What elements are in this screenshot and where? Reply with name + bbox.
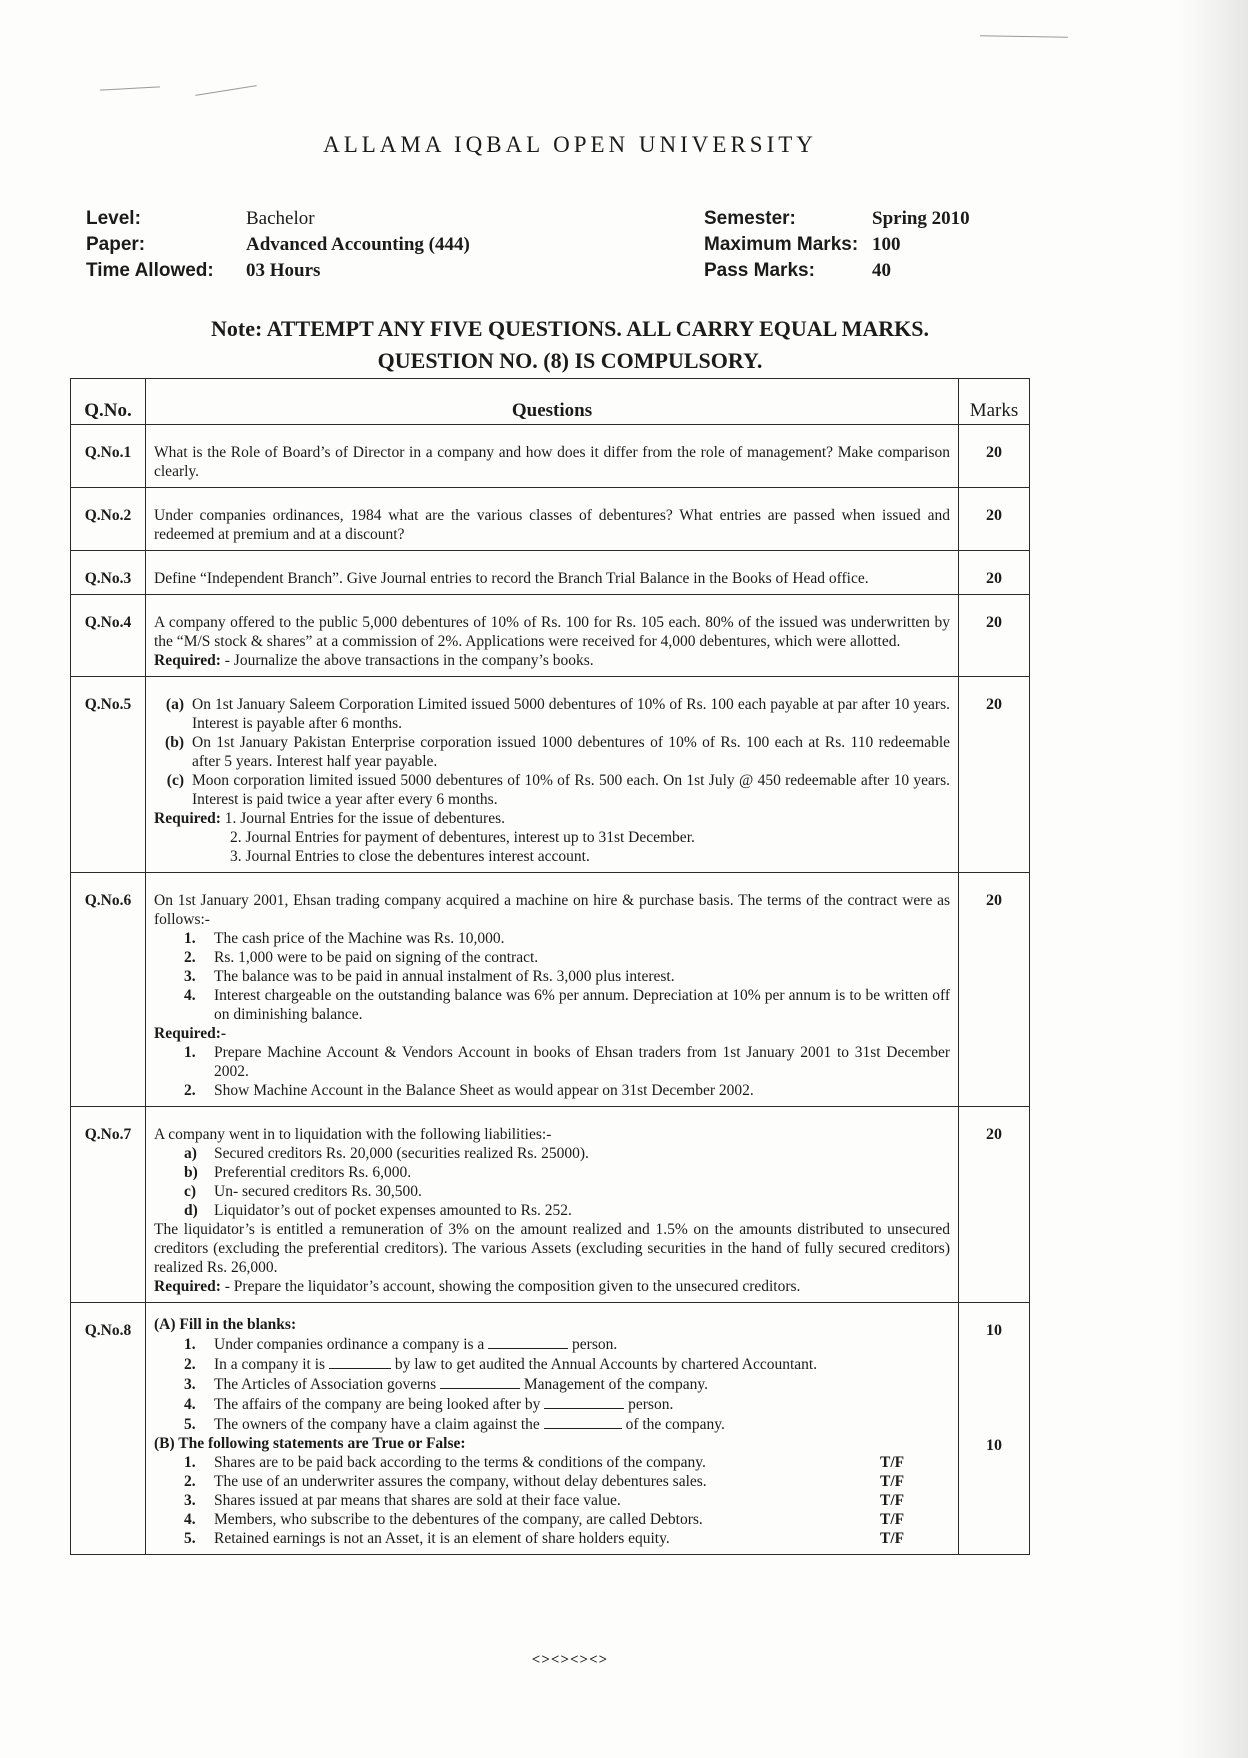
header-marks: Marks (959, 379, 1030, 425)
question-row-2 (71, 488, 1030, 551)
marks-part-a: 10 (986, 1322, 1002, 1339)
question-marks: 20 (959, 488, 1030, 551)
level-label: Level: (86, 208, 141, 229)
level-value: Bachelor (246, 208, 315, 229)
list-item: 4. Interest chargeable on the outstanding balance was 6% per annum. Depreciation at 10% per annum is to be written off on diminishing balance. (184, 987, 950, 1023)
header-questions: Questions (146, 379, 959, 425)
max-marks-value: 100 (872, 234, 901, 255)
required-item: 2. Journal Entries for payment of debentures, interest up to 31st December. (230, 829, 695, 846)
question-number: Q.No.4 (71, 595, 146, 677)
true-false-item: 2. The use of an underwriter assures the company, without delay debentures sales. T/F (154, 1472, 950, 1491)
true-false-item: 3. Shares issued at par means that shares are sold at their face value. T/F (154, 1491, 950, 1510)
header-qno: Q.No. (71, 379, 146, 425)
list-item: a) Secured creditors Rs. 20,000 (securities realized Rs. 25000). (184, 1145, 589, 1162)
question-row-3 (71, 551, 1030, 595)
true-false-item: 4. Members, who subscribe to the debentures of the company, are called Debtors. T/F (154, 1510, 950, 1529)
list-item: 2. Show Machine Account in the Balance Sheet as would appear on 31st December 2002. (184, 1082, 754, 1099)
blank-line (329, 1354, 391, 1369)
list-item: 2. Rs. 1,000 were to be paid on signing of the contract. (184, 949, 539, 966)
table-header (71, 379, 1030, 425)
required-label: Required: (154, 810, 221, 827)
fill-blank-item: 3. The Articles of Association governs Management of the company. (184, 1376, 708, 1393)
pass-marks-value: 40 (872, 260, 891, 281)
question-body (146, 1107, 959, 1303)
fill-blank-item: 1. Under companies ordinance a company is a person. (184, 1336, 618, 1353)
question-row-1 (71, 425, 1030, 488)
end-of-paper-mark: <><><><> (531, 1652, 609, 1668)
fill-blank-item: 2. In a company it is by law to get audited the Annual Accounts by chartered Accountant. (184, 1356, 818, 1373)
question-number: Q.No.1 (71, 425, 146, 488)
true-false-marker: T/F (880, 1492, 905, 1509)
question-number: Q.No.3 (71, 551, 146, 595)
exam-meta-right (704, 206, 970, 284)
university-title: ALLAMA IQBAL OPEN UNIVERSITY (323, 132, 817, 157)
question-marks: 20 (959, 425, 1030, 488)
true-false-marker: T/F (880, 1473, 905, 1490)
question-marks: 20 (959, 551, 1030, 595)
fill-blanks-title: (A) Fill in the blanks: (154, 1316, 297, 1333)
list-item: 3. The balance was to be paid in annual instalment of Rs. 3,000 plus interest. (184, 968, 675, 985)
required-label: Required: (154, 652, 221, 669)
required-label: Required: (154, 1278, 221, 1295)
fill-blank-item: 5. The owners of the company have a claim against the of the company. (184, 1416, 725, 1433)
required-label: Required:- (154, 1025, 227, 1042)
time-label: Time Allowed: (86, 260, 214, 281)
scan-mark (980, 35, 1068, 38)
instruction-compulsory: QUESTION NO. (8) IS COMPULSORY. (377, 348, 763, 373)
marks-part-b: 10 (986, 1437, 1002, 1454)
question-marks: 20 (959, 595, 1030, 677)
sub-part-a: (a) On 1st January Saleem Corporation Limited issued 5000 debentures of 10% of Rs. 100 each payable at par after 10 years. Interest is payable after 6 months. (165, 696, 950, 732)
required-line (154, 1277, 950, 1296)
question-body (146, 1303, 959, 1555)
question-number: Q.No.5 (71, 677, 146, 873)
question-marks: 20 (959, 677, 1030, 873)
sub-part-c: (c) Moon corporation limited issued 5000 debentures of 10% of Rs. 500 each. On 1st July @ 450 redeemable after 10 years. Interest is paid twice a year after every 6 months. (166, 772, 950, 808)
scan-mark (195, 85, 256, 96)
list-item: c) Un- secured creditors Rs. 30,500. (184, 1183, 422, 1200)
list-item: b) Preferential creditors Rs. 6,000. (184, 1164, 412, 1181)
question-marks: 20 (959, 1107, 1030, 1303)
time-value: 03 Hours (246, 260, 321, 281)
true-false-title: (B) The following statements are True or False: (154, 1435, 466, 1452)
blank-line (488, 1334, 568, 1349)
question-marks (959, 1303, 1030, 1555)
semester-value: Spring 2010 (872, 208, 970, 229)
true-false-item: 5. Retained earnings is not an Asset, it is an element of share holders equity. T/F (154, 1529, 950, 1548)
required-item: 1. Journal Entries for the issue of debentures. (224, 810, 505, 827)
blank-line (544, 1414, 622, 1429)
question-intro: On 1st January 2001, Ehsan trading company acquired a machine on hire & purchase basis. The terms of the contract were as follows:- (154, 892, 950, 928)
questions-table (70, 378, 1030, 1555)
list-item: d) Liquidator’s out of pocket expenses amounted to Rs. 252. (184, 1202, 572, 1219)
question-text: Under companies ordinances, 1984 what are the various classes of debentures? What entries are passed when issued and redeemed at premium and at a discount? (146, 488, 959, 551)
question-row-4 (71, 595, 1030, 677)
question-marks: 20 (959, 873, 1030, 1107)
question-body (146, 873, 959, 1107)
true-false-marker: T/F (880, 1511, 905, 1528)
scan-mark (100, 86, 160, 90)
question-number: Q.No.2 (71, 488, 146, 551)
blank-line (440, 1374, 520, 1389)
required-text: - Prepare the liquidator’s account, showing the composition given to the unsecured creditors. (224, 1278, 801, 1295)
question-row-6 (71, 873, 1030, 1107)
question-number: Q.No.7 (71, 1107, 146, 1303)
question-text: A company offered to the public 5,000 debentures of 10% of Rs. 100 for Rs. 105 each. 80% of the issued was underwritten by the “M/S stock & shares” at a commission of 2%. Applications were received for 4,000 debentures, which were allotted. (154, 614, 950, 650)
required-item: 3. Journal Entries to close the debentures interest account. (230, 848, 590, 865)
list-item: 1. Prepare Machine Account & Vendors Account in books of Ehsan traders from 1st January 2001 to 31st December 2002. (184, 1044, 950, 1080)
question-row-8 (71, 1303, 1030, 1555)
question-row-5 (71, 677, 1030, 873)
pass-marks-label: Pass Marks: (704, 260, 815, 281)
true-false-marker: T/F (880, 1530, 905, 1547)
question-row-7 (71, 1107, 1030, 1303)
question-paragraph: The liquidator’s is entitled a remuneration of 3% on the amount realized and 1.5% on the amounts distributed to unsecured creditors (excluding the preferential creditors). The various Assets (excluding securities in the hand of fully secured creditors) realized Rs. 26,000. (154, 1221, 950, 1276)
question-text: What is the Role of Board’s of Director in a company and how does it differ from the role of management? Make comparison clearly. (146, 425, 959, 488)
question-intro: A company went in to liquidation with the following liabilities:- (154, 1126, 552, 1143)
scan-shadow (1178, 0, 1248, 1758)
paper-label: Paper: (86, 234, 146, 255)
exam-meta-left (86, 206, 470, 284)
instruction-note: Note: ATTEMPT ANY FIVE QUESTIONS. ALL CARRY EQUAL MARKS. (211, 316, 929, 341)
question-body (146, 595, 959, 677)
list-item: 1. The cash price of the Machine was Rs. 10,000. (184, 930, 505, 947)
true-false-item: 1. Shares are to be paid back according to the terms & conditions of the company. T/F (154, 1453, 950, 1472)
required-block (154, 809, 950, 828)
question-body (146, 677, 959, 873)
required-line (154, 651, 950, 670)
fill-blank-item: 4. The affairs of the company are being looked after by person. (184, 1396, 674, 1413)
question-number: Q.No.6 (71, 873, 146, 1107)
sub-part-b: (b) On 1st January Pakistan Enterprise corporation issued 1000 debentures of 10% of Rs. 100 each at Rs. 110 redeemable after 5 years. Interest half year payable. (165, 734, 950, 770)
question-number: Q.No.8 (71, 1303, 146, 1555)
question-text: Define “Independent Branch”. Give Journal entries to record the Branch Trial Balance in the Books of Head office. (146, 551, 959, 595)
max-marks-label: Maximum Marks: (704, 234, 859, 255)
required-text: - Journalize the above transactions in the company’s books. (224, 652, 594, 669)
blank-line (544, 1394, 624, 1409)
paper-value: Advanced Accounting (444) (246, 234, 470, 255)
true-false-marker: T/F (880, 1454, 905, 1471)
semester-label: Semester: (704, 208, 796, 229)
